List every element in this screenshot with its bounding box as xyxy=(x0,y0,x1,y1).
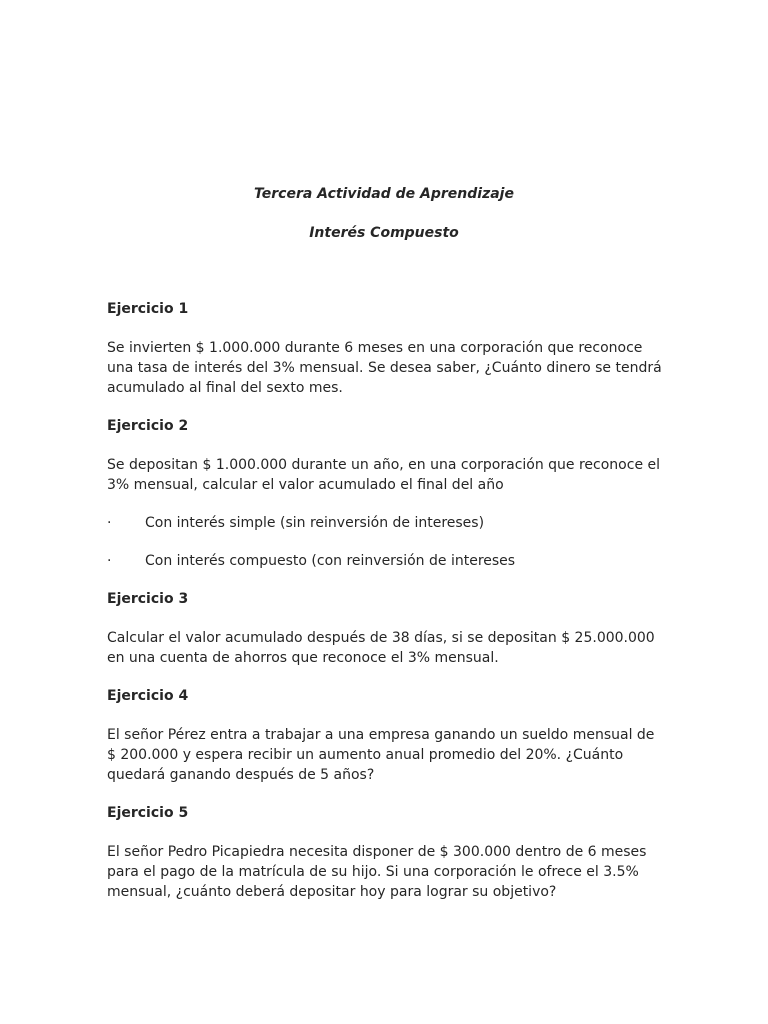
exercise-1-heading: Ejercicio 1 xyxy=(107,301,189,317)
exercise-1-text: Se invierten $ 1.000.000 durante 6 meses en una corporación que reconoce una tasa de interés del 3% mensual. Se desea saber, ¿Cuánto dinero se tendrá acumulado al final del sexto mes. xyxy=(107,340,662,396)
document-title: Tercera Actividad de Aprendizaje xyxy=(254,186,514,202)
exercise-4-text: El señor Pérez entra a trabajar a una empresa ganando un sueldo mensual de $ 200.000 y espera recibir un aumento anual promedio del 20%. ¿Cuánto quedará ganando después de 5 años? xyxy=(107,727,655,783)
document-body xyxy=(107,299,667,920)
exercise-3-text: Calcular el valor acumulado después de 38 días, si se depositan $ 25.000.000 en una cuenta de ahorros que reconoce el 3% mensual. xyxy=(107,630,655,666)
exercise-5-heading: Ejercicio 5 xyxy=(107,805,189,821)
bullet-marker: · xyxy=(107,515,112,531)
bullet-text: Con interés compuesto (con reinversión de intereses xyxy=(145,553,516,569)
exercise-2-heading: Ejercicio 2 xyxy=(107,418,189,434)
exercise-3-heading: Ejercicio 3 xyxy=(107,591,189,607)
exercise-2-bullet-2 xyxy=(107,551,667,571)
exercise-5-text: El señor Pedro Picapiedra necesita disponer de $ 300.000 dentro de 6 meses para el pago de la matrícula de su hijo. Si una corporación le ofrece el 3.5% mensual, ¿cuánto deberá depositar hoy para lograr su objetivo? xyxy=(107,844,647,900)
exercise-2-text: Se depositan $ 1.000.000 durante un año, en una corporación que reconoce el 3% mensual, calcular el valor acumulado el final del año xyxy=(107,457,661,493)
document-subtitle: Interés Compuesto xyxy=(309,225,459,241)
exercise-2-bullet-1 xyxy=(107,513,667,533)
bullet-marker: · xyxy=(107,553,112,569)
bullet-text: Con interés simple (sin reinversión de intereses) xyxy=(145,515,485,531)
exercise-4-heading: Ejercicio 4 xyxy=(107,688,189,704)
